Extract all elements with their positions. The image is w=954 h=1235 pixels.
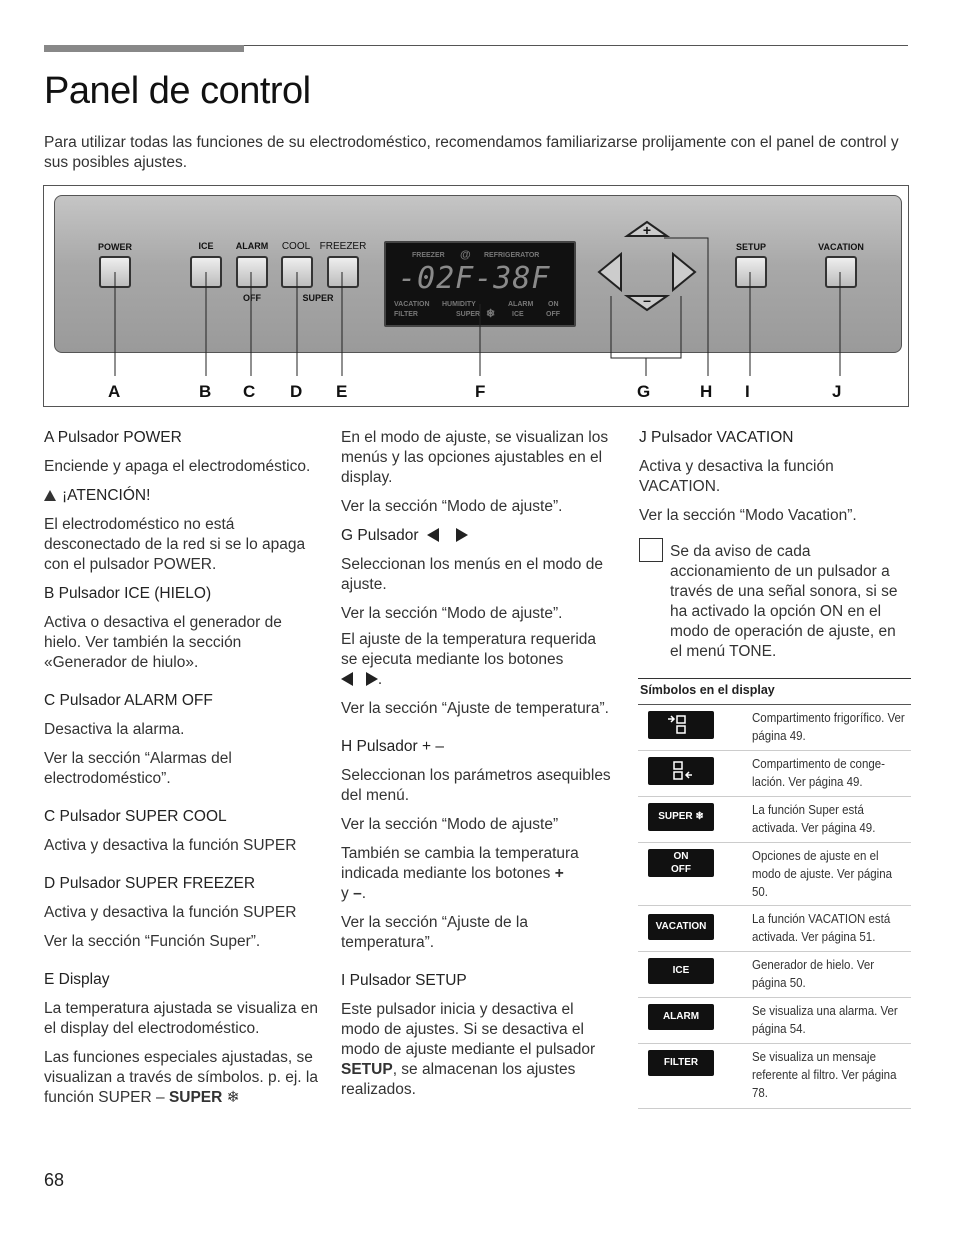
callout-h: H — [700, 382, 713, 401]
setup-text — [341, 1000, 615, 1100]
symbols-title: Símbolos en el display — [640, 683, 775, 697]
snowflake-icon: ❄ — [226, 1089, 240, 1106]
plus-minus-text-4: Ver la sección “Ajuste de la temperatura”. — [341, 914, 528, 951]
symbols-table — [638, 705, 911, 1109]
cool-super-label: SUPER — [302, 293, 334, 303]
intro-text: Para utilizar todas las funciones de su electrodoméstico, recomendamos familiarizarse prolijamente con el panel de control y sus posibles ajustes. — [44, 134, 899, 171]
fridge-compartment-icon — [648, 711, 714, 739]
snowflake-icon: ❄ — [695, 811, 704, 822]
symbol-row — [638, 705, 911, 751]
symbol-text: Se visualiza un mensaje referente al filtro. Ver página 78. — [752, 1050, 897, 1100]
callout-c: C — [243, 382, 256, 401]
plus-minus-text-1: Seleccionan los parámetros asequibles del menú. — [341, 767, 611, 804]
plus-minus-text-3: También se cambia la temperatura indicada mediante los botones + y –. — [341, 845, 579, 902]
left-arrow-icon-2 — [341, 672, 353, 686]
display-text-1: La temperatura ajustada se visualiza en el display del electrodoméstico. — [44, 1000, 318, 1037]
callout-i: I — [745, 382, 750, 401]
heading-power: A Pulsador POWER — [44, 429, 182, 446]
symbol-text: La función VACATION está activada. Ver página 51. — [752, 912, 891, 944]
callout-g: G — [637, 382, 651, 401]
symbol-row — [638, 952, 911, 998]
display-text-3: En el modo de ajuste, se visualizan los menús y las opciones ajustables en el display. — [341, 429, 609, 486]
tone-note: Se da aviso de cada accionamiento de un pulsador a través de una señal sonora, si se ha activado la opción ON en el modo de operación de ajuste, en el menú TONE. — [670, 543, 898, 660]
heading-ice: B Pulsador ICE (HIELO) — [44, 585, 212, 602]
plus-minus-text-2: Ver la sección “Modo de ajuste” — [341, 816, 559, 833]
display-freezer: FREEZER — [412, 252, 445, 259]
callout-b: B — [199, 382, 212, 401]
vacation-text-2: Ver la sección “Modo Vacation”. — [639, 507, 857, 524]
display-vacation: VACATION — [394, 301, 430, 308]
plus-minus-text-3a: También se cambia la temperatura indicada mediante los botones — [341, 845, 579, 882]
callout-lines — [44, 186, 908, 406]
heading-plus-minus: H Pulsador + – — [341, 738, 444, 755]
symbol-row — [638, 998, 911, 1044]
heading-arrows-text: G Pulsador — [341, 527, 419, 544]
warning-heading-text: ¡ATENCIÓN! — [62, 487, 151, 504]
super-bold: SUPER — [168, 1089, 223, 1106]
display-off: OFF — [546, 311, 560, 318]
column-3 — [639, 428, 909, 671]
column-1 — [44, 428, 318, 1117]
display-digits: -02F-38F — [398, 261, 551, 296]
display-super: SUPER — [456, 311, 481, 318]
super-badge — [648, 803, 714, 831]
callout-e: E — [336, 382, 348, 401]
heading-super-cool: C Pulsador SUPER COOL — [44, 808, 227, 825]
display-humidity: HUMIDITY — [442, 301, 476, 308]
display-filter: FILTER — [394, 311, 418, 318]
plus-bold: + — [554, 865, 564, 882]
power-text: Enciende y apaga el electrodoméstico. — [44, 458, 311, 475]
page-number: 68 — [44, 1170, 65, 1190]
display-at-symbol: @ — [460, 249, 471, 261]
super-freezer-text-1: Activa y desactiva la función SUPER — [44, 904, 297, 921]
symbol-row — [638, 843, 911, 906]
callout-a: A — [108, 382, 121, 401]
arrows-text-4: Ver la sección “Ajuste de temperatura”. — [341, 700, 609, 717]
display-snowflake-icon: ❄ — [486, 308, 496, 320]
minus-icon: – — [643, 292, 651, 308]
heading-alarm-off: C Pulsador ALARM OFF — [44, 692, 213, 709]
super-badge-text: SUPER — [658, 811, 693, 822]
on-off-badge: ON OFF — [648, 849, 714, 877]
symbol-text: Compartimento de conge-lación. Ver página 49. — [752, 757, 885, 789]
symbol-row — [638, 751, 911, 797]
heading-super-freezer: D Pulsador SUPER FREEZER — [44, 875, 256, 892]
super-freezer-text-2: Ver la sección “Función Super”. — [44, 933, 261, 950]
warning-icon — [44, 490, 56, 501]
heading-arrows — [341, 526, 615, 546]
arrows-text-2: Ver la sección “Modo de ajuste”. — [341, 605, 563, 622]
callout-d: D — [290, 382, 303, 401]
setup-label: SETUP — [735, 242, 766, 252]
display-text-2 — [44, 1048, 318, 1108]
callout-j: J — [832, 382, 842, 401]
plus-minus-y: y — [341, 885, 354, 902]
note-box-icon — [639, 538, 663, 562]
arrows-text-1: Seleccionan los menús en el modo de ajuste. — [341, 556, 603, 593]
freezer-compartment-icon — [648, 757, 714, 785]
ice-label: ICE — [198, 241, 214, 251]
ice-badge: ICE — [648, 958, 714, 984]
setup-bold: SETUP — [341, 1061, 393, 1078]
heading-display: E Display — [44, 971, 110, 988]
freezer-label: FREEZER — [319, 241, 367, 252]
symbol-row — [638, 906, 911, 952]
symbol-text: Opciones de ajuste en el modo de ajuste. Ver página 50. — [752, 849, 893, 899]
warning-heading — [44, 486, 318, 506]
vacation-label: VACATION — [818, 242, 864, 252]
symbol-text: Compartimento frigorífico. Ver página 49. — [752, 711, 905, 743]
display-ice: ICE — [512, 311, 524, 318]
callout-f: F — [475, 382, 486, 401]
display-alarm: ALARM — [508, 301, 534, 308]
warning-text: El electrodoméstico no está desconectado de la red si se lo apaga con el pulsador POWER. — [44, 516, 306, 573]
arrows-text-3a: El ajuste de la temperatura requerida se ejecuta mediante los botones — [341, 631, 597, 668]
symbol-row — [638, 797, 911, 843]
ice-text: Activa o desactiva el generador de hielo. Ver también la sección «Generador de hiulo». — [44, 614, 282, 671]
top-accent-bar — [44, 45, 244, 52]
heading-vacation: J Pulsador VACATION — [639, 429, 794, 446]
display-text-4: Ver la sección “Modo de ajuste”. — [341, 498, 563, 515]
alarm-badge: ALARM — [648, 1004, 714, 1030]
symbol-text: La función Super está activada. Ver página 49. — [752, 803, 876, 835]
column-2 — [341, 428, 615, 1109]
minus-bold: – — [353, 885, 362, 902]
right-arrow-icon — [456, 528, 468, 542]
display-text-2a: Las funciones especiales ajustadas, se visualizan a través de símbolos. p. ej. la función SUPER – — [44, 1049, 318, 1106]
symbol-text: Se visualiza una alarma. Ver página 54. — [752, 1004, 898, 1036]
vacation-text-1: Activa y desactiva la función VACATION. — [639, 458, 834, 495]
cool-label: COOL — [281, 241, 311, 252]
heading-setup: I Pulsador SETUP — [341, 972, 467, 989]
display-on: ON — [548, 301, 559, 308]
filter-badge: FILTER — [648, 1050, 714, 1076]
alarm-off-label: OFF — [243, 293, 261, 303]
plus-icon: + — [642, 222, 652, 238]
super-cool-text: Activa y desactiva la función SUPER — [44, 837, 297, 854]
alarm-label: ALARM — [235, 241, 269, 251]
power-label: POWER — [97, 242, 132, 252]
symbol-row — [638, 1044, 911, 1109]
alarm-text-2: Ver la sección “Alarmas del electrodoméstico”. — [44, 750, 232, 787]
alarm-text-1: Desactiva la alarma. — [44, 721, 185, 738]
arrows-text-3: El ajuste de la temperatura requerida se ejecuta mediante los botones . — [341, 631, 597, 688]
symbols-top-rule — [638, 678, 911, 679]
control-panel-figure — [43, 185, 909, 407]
right-arrow-icon-2 — [366, 672, 378, 686]
left-arrow-icon — [427, 528, 439, 542]
display-refrigerator: REFRIGERATOR — [484, 252, 540, 259]
setup-text-a: Este pulsador inicia y desactiva el modo de ajustes. Si se desactiva el modo de ajuste mediante el pulsador — [341, 1001, 596, 1058]
symbol-text: Generador de hielo. Ver página 50. — [752, 958, 875, 990]
setup-text-b: , se almacenan los ajustes realizados. — [341, 1061, 576, 1098]
page-title: Panel de control — [44, 70, 311, 112]
vacation-badge: VACATION — [648, 914, 714, 940]
